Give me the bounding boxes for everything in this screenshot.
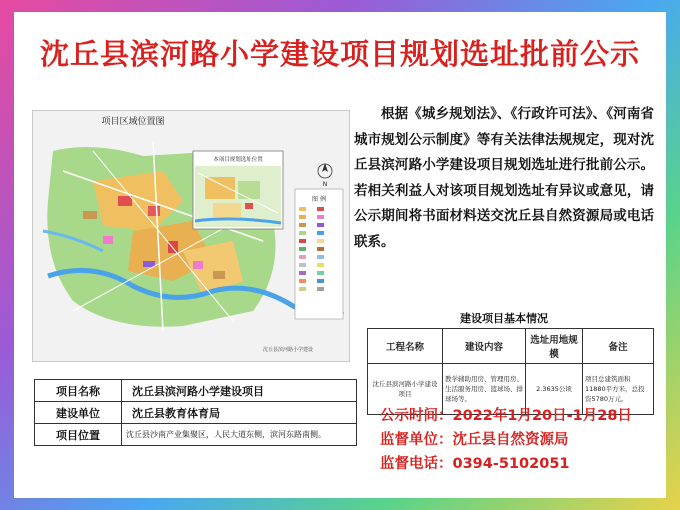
table-row bbox=[35, 380, 357, 402]
cell-project-name: 沈丘县滨河路小学建设项目 bbox=[368, 364, 443, 415]
inset-label: 本项目规划选址位置 bbox=[213, 157, 263, 163]
location-map bbox=[32, 110, 350, 362]
supervisor-unit: 监督单位：沈丘县自然资源局 bbox=[380, 432, 569, 448]
project-name-label: 项目名称 bbox=[35, 380, 122, 402]
project-location-value: 沈丘县沙南产业集聚区，人民大道东侧，滨河东路南侧。 bbox=[122, 424, 357, 446]
project-name-value: 沈丘县滨河路小学建设项目 bbox=[122, 380, 357, 402]
basic-info-table bbox=[367, 328, 654, 415]
notice-board bbox=[14, 12, 666, 498]
map-bottom-label: 沈丘县滨河路小学建设 bbox=[262, 347, 314, 353]
cell-site-scale: 2.3635公顷 bbox=[526, 364, 583, 415]
map-title: 项目区域位置图 bbox=[101, 117, 165, 127]
basic-info-heading: 建设项目基本情况 bbox=[460, 312, 548, 325]
legend-title: 图 例 bbox=[312, 196, 326, 203]
cell-construction-content: 教学辅助用房、管理用房、生活服务用房、篮球场、排球场等。 bbox=[443, 364, 526, 415]
north-symbol: N bbox=[322, 181, 328, 188]
cell-remarks: 项目总建筑面积11880平方米，总投资5780万元。 bbox=[583, 364, 654, 415]
table-header-row bbox=[368, 329, 654, 364]
project-info-table bbox=[34, 379, 357, 446]
construction-unit-label: 建设单位 bbox=[35, 402, 122, 424]
map-graphic bbox=[33, 111, 349, 361]
header-remarks: 备注 bbox=[583, 329, 654, 364]
notice-body-text: 根据《城乡规划法》、《行政许可法》、《河南省城市规划公示制度》等有关法律法规规定，现对沈丘县滨河路小学建设项目规划选址进行批前公示。若相关利益人对该项目规划选址有异议或意见，请公示期间将书面材料送交沈丘县自然资源局或电话联系。 bbox=[354, 106, 654, 250]
construction-unit-value: 沈丘县教育体育局 bbox=[122, 402, 357, 424]
page-title: 沈丘县滨河路小学建设项目规划选址批前公示 bbox=[39, 37, 640, 71]
project-location-label: 项目位置 bbox=[35, 424, 122, 446]
header-site-scale: 选址用地规模 bbox=[526, 329, 583, 364]
table-row bbox=[35, 402, 357, 424]
supervisor-phone: 监督电话：0394-5102051 bbox=[380, 456, 570, 472]
header-project-name: 工程名称 bbox=[368, 329, 443, 364]
header-construction-content: 建设内容 bbox=[443, 329, 526, 364]
table-row bbox=[35, 424, 357, 446]
publication-time: 公示时间：2022年1月20日-1月28日 bbox=[380, 408, 632, 424]
